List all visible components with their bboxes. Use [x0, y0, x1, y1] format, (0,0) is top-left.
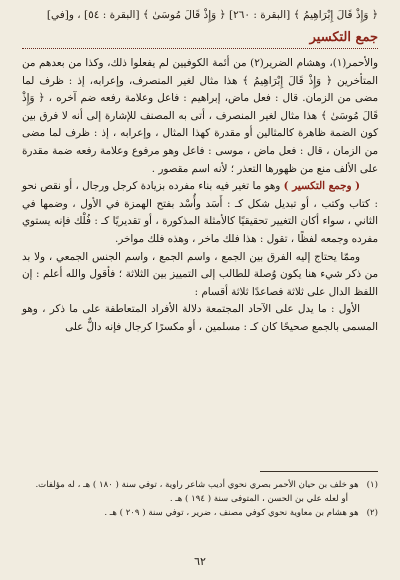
main-text	[22, 55, 378, 337]
paragraph	[22, 249, 378, 302]
footnote	[22, 478, 378, 492]
footnote-text: هو هشام بن معاوية نحوي كوفي مصنف ، ضرير ، توفي سنة ( ٢٠٩ ) هـ .	[104, 508, 359, 518]
footnote-separator	[260, 471, 378, 472]
page-number: ٦٢	[194, 555, 206, 568]
paragraph-text: وممّا يحتاج إليه الفرق بين الجمع ، واسم الجمع ، واسم الجنس الجمعي ، ولا بد من ذكر شيء هنا يكون وُصلة للطالب إلى التمييز بين الثلاثة ؛ فأقول والله أعلم : إن اللفظ الدال على ثلاثة فصاعدًا ثلاثة أقسام :	[22, 250, 378, 298]
footnote-continuation: أو لعله علي بن الحسن ، المتوفى سنة ( ١٩٤ ) هـ .	[169, 494, 348, 504]
footnote-number: (١)	[366, 480, 378, 490]
paragraph-text: الأول : ما يدل على الآحاد المجتمعة دلالة الأفراد المتعاطفة على ما ذكر ، وهو المسمى بالجمع صحيحًا كان كـ : مسلمين ، أو مكسرًا كرجال فإنه دالٌّ على	[22, 303, 378, 333]
section-heading: جمع التكسير	[309, 30, 378, 45]
footnote-number: (٢)	[366, 508, 378, 518]
footnote	[22, 506, 378, 520]
term-highlight: ( وجمع التكسير )	[283, 180, 360, 193]
paragraph-text: وهو ما تغير فيه بناء مفرده بزيادة كرجل ورجال ، أو نقص نحو : كتاب وكتب ، أو تبديل شكل كـ : أَسَد وأُسْد بفتح الهمزة في الأول ، وضمها في الثاني ، سواء أكان التغيير تحقيقيًا كالأمثلة المذكورة ، أو تقديريًا كـ : فُلْك فإنه يستوي مفرده وجمعه لفظًا ، تقول : هذا فلك ماخر ، وهذه فلك مواخر.	[22, 180, 378, 245]
header-quote-line: ﴿ وَإِذْ قَالَ إِبْرَاهِيمُ ﴾ [البقرة : ٢٦٠] ﴿ وَإِذْ قَالَ مُوسَىٰ ﴾ [البقرة : ٥٤] ، و[في]	[46, 9, 378, 21]
footnotes	[22, 478, 378, 520]
footnote-text: هو خلف بن حيان الأحمر بصري نحوي أديب شاعر راوية ، توفي سنة ( ١٨٠ ) هـ ، له مؤلفات.	[35, 480, 359, 490]
section-heading-row	[22, 26, 378, 49]
paragraph	[22, 301, 378, 336]
paragraph	[22, 178, 378, 248]
paragraph: والأحمر(١)، وهشام الضرير(٢) من أئمة الكوفيين لم يفعلوا ذلك، وكذا من بعدهم من المتأخرين ﴿ وَإِذْ قَالَ إِبْرَاهِيمُ ﴾ هذا مثال لغير المنصرف، وإعرابه، إذ : ظرف لما مضى من الزمان. قال : فعل ماض، إبراهيم : فاعل وعلامة رفعه ضم آخره ، ﴿ وَإِذْ قَالَ مُوسَىٰ ﴾ هذا مثال لغير المنصرف ، أتى به المصنف للإشارة إلى أنه لا فرق بين كون الضمة ظاهرة كالمثالين أو مقدرة كهذا المثال ، وإعرابه ، إذ : ظرف لما مضى من الزمان ، قال : فعل ماض ، موسى : فاعل وهو مرفوع وعلامة رفعه ضمة مقدرة على الألف منع من ظهورها التعذر ؛ لأنه اسم مقصور .	[22, 57, 378, 175]
